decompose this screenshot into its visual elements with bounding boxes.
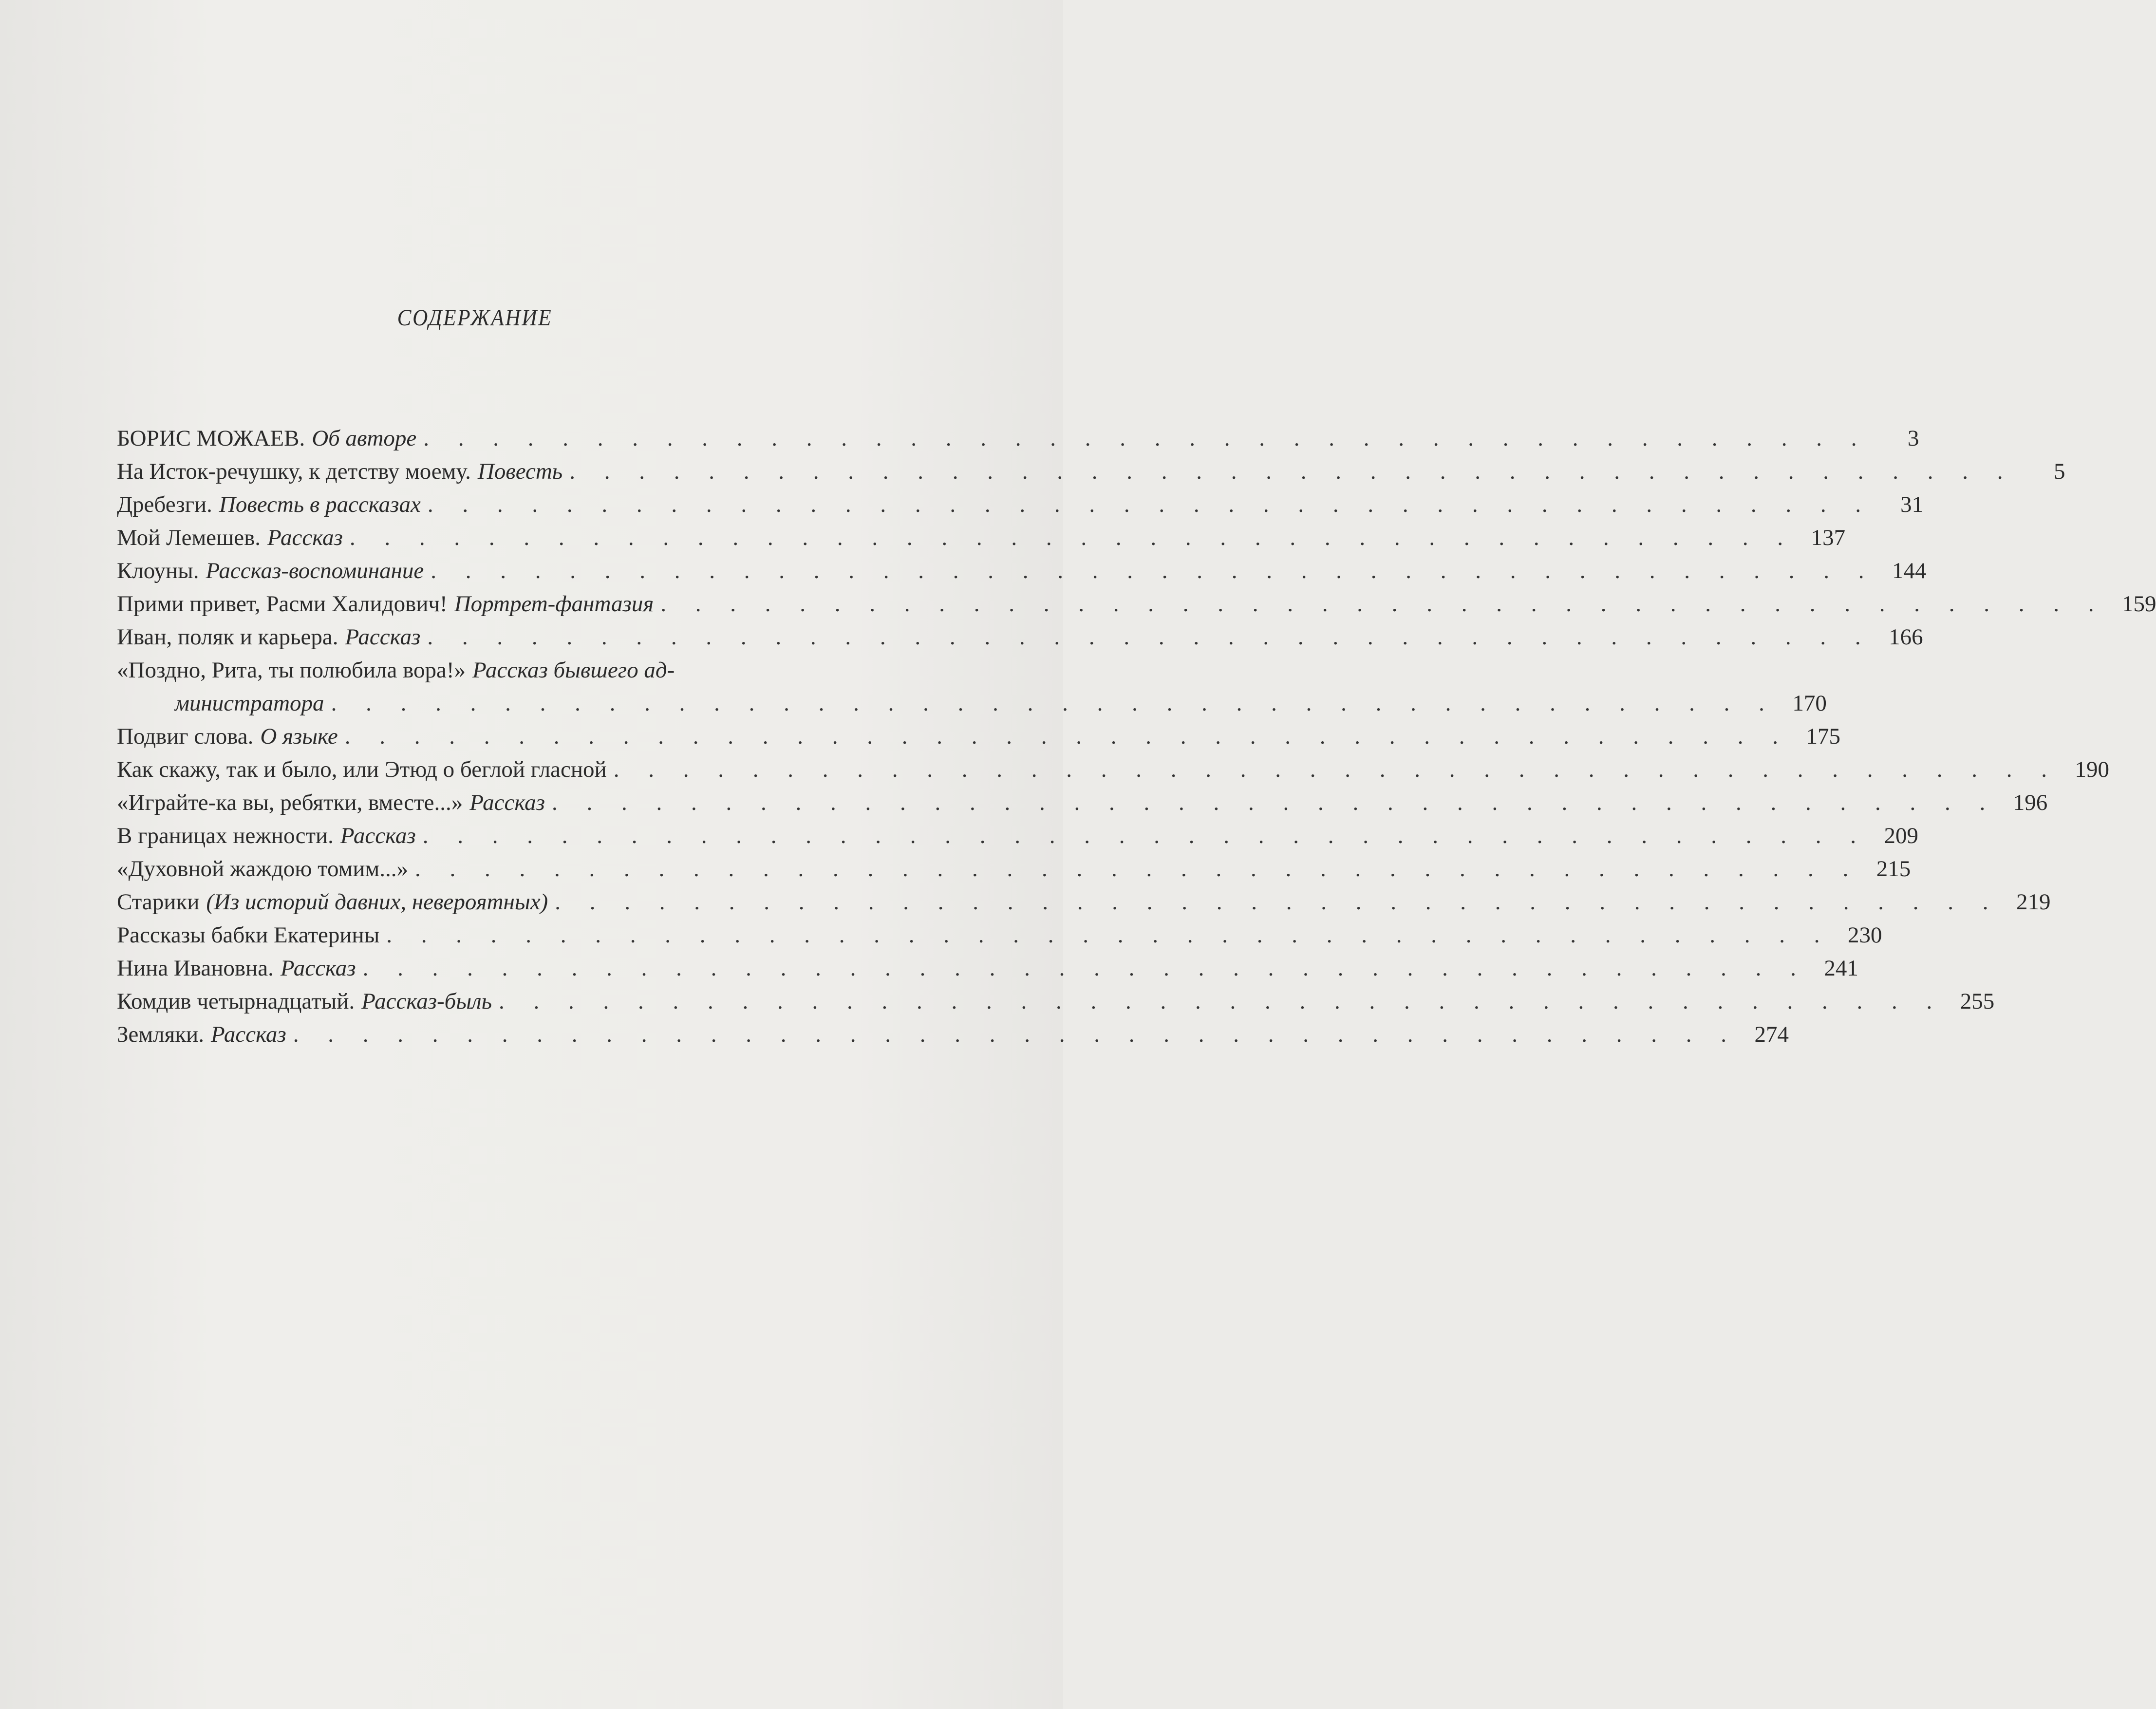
- entry-subtitle: Об авторе: [312, 426, 417, 451]
- entry-subtitle: Рассказ: [267, 525, 343, 550]
- entry-page: 31: [1900, 492, 1924, 517]
- entry-title: Земляки.: [117, 1022, 204, 1047]
- toc-entry: [117, 620, 1923, 654]
- table-of-contents: [117, 422, 2156, 1051]
- entry-title: «Поздно, Рита, ты полюбила вора!»: [117, 657, 466, 683]
- entry-title: Прими привет, Расми Халидович!: [117, 591, 448, 617]
- entry-title: Дребезги.: [117, 492, 212, 517]
- toc-entry: [117, 720, 1841, 753]
- dot-leader: . . . . . . . . . . . . . . . . . . . . . . . . . . . . . . . . . . . . . . . . . .: [660, 591, 2106, 617]
- entry-subtitle: Портрет-фантазия: [454, 591, 654, 617]
- entry-title: Мой Лемешев.: [117, 525, 261, 550]
- toc-entry: [117, 521, 1846, 554]
- entry-page: 5: [2053, 459, 2065, 484]
- entry-page: 230: [1848, 922, 1882, 948]
- entry-subtitle: Рассказ: [469, 790, 545, 815]
- entry-page: 196: [2013, 790, 2048, 815]
- entry-title: Как скажу, так и было, или Этюд о беглой гласной: [117, 757, 607, 782]
- entry-title: В границах нежности.: [117, 823, 334, 848]
- toc-entry: [117, 488, 1924, 521]
- entry-title: Подвиг слова.: [117, 724, 254, 749]
- entry-page: 219: [2016, 889, 2051, 915]
- entry-page: 241: [1824, 956, 1858, 981]
- entry-page: 3: [1908, 426, 1919, 451]
- entry-page: 215: [1876, 856, 1911, 882]
- entry-subtitle: Повесть: [477, 459, 563, 484]
- toc-entry: [117, 455, 2065, 488]
- toc-entry-continuation: [117, 687, 1827, 720]
- toc-entry: [117, 919, 1882, 952]
- dot-leader: . . . . . . . . . . . . . . . . . . . . . . . . . . . . . . . . . . . . . . . . . .: [569, 459, 2015, 484]
- entry-subtitle: Рассказ: [345, 624, 421, 650]
- entry-title: Старики: [117, 889, 200, 915]
- dot-leader: . . . . . . . . . . . . . . . . . . . . . . . . . . . . . . . . . . . . . . . . . .: [431, 558, 1876, 583]
- entry-page: 170: [1792, 691, 1827, 716]
- toc-entry: [117, 654, 843, 687]
- toc-entry: [117, 786, 2048, 819]
- toc-entry: [117, 952, 1858, 985]
- dot-leader: . . . . . . . . . . . . . . . . . . . . . . . . . . . . . . . . . . . . . . . . . .: [362, 956, 1808, 981]
- entry-continuation: министратора: [175, 691, 324, 716]
- entry-page: 137: [1811, 525, 1846, 550]
- entry-subtitle: Повесть в рассказах: [219, 492, 421, 517]
- toc-entry: [117, 753, 2109, 786]
- dot-leader: . . . . . . . . . . . . . . . . . . . . . . . . . . . . . . . . . . . . . . . . . .: [331, 691, 1776, 716]
- dot-leader: . . . . . . . . . . . . . . . . . . . . . . . . . . . . . . . . . . . . . . . . . .: [386, 922, 1832, 948]
- dot-leader: . . . . . . . . . . . . . . . . . . . . . . . . . . . . . . . . . . . . . . . . . .: [427, 624, 1873, 650]
- entry-page: 175: [1806, 724, 1841, 749]
- toc-entry: [117, 422, 1919, 455]
- entry-subtitle: Рассказ-быль: [361, 989, 492, 1014]
- entry-title: На Исток-речушку, к детству моему.: [117, 459, 471, 484]
- toc-entry: [117, 819, 1918, 852]
- dot-leader: . . . . . . . . . . . . . . . . . . . . . . . . . . . . . . . . . . . . . . . . . .: [349, 525, 1795, 550]
- entry-title: Рассказы бабки Екатерины: [117, 922, 380, 948]
- entry-title: Нина Ивановна.: [117, 956, 274, 981]
- entry-subtitle: Рассказ-воспоминание: [206, 558, 424, 583]
- dot-leader: . . . . . . . . . . . . . . . . . . . . . . . . . . . . . . . . . . . . . . . . . .: [293, 1022, 1739, 1047]
- entry-title: «Духовной жаждою томим...»: [117, 856, 409, 882]
- toc-entry: [117, 554, 1927, 587]
- entry-page: 209: [1884, 823, 1918, 848]
- entry-title: Иван, поляк и карьера.: [117, 624, 338, 650]
- entry-subtitle: О языке: [260, 724, 338, 749]
- entry-title: БОРИС МОЖАЕВ.: [117, 426, 305, 451]
- entry-title: Комдив четырнадцатый.: [117, 989, 355, 1014]
- dot-leader: . . . . . . . . . . . . . . . . . . . . . . . . . . . . . . . . . . . . . . . . . .: [499, 989, 1944, 1014]
- entry-page: 166: [1889, 624, 1923, 650]
- entry-subtitle: Рассказ: [210, 1022, 286, 1047]
- toc-entry: [117, 587, 2156, 620]
- entry-page: 190: [2075, 757, 2109, 782]
- dot-leader: . . . . . . . . . . . . . . . . . . . . . . . . . . . . . . . . . . . . . . . . . .: [422, 823, 1868, 848]
- entry-title: «Играйте-ка вы, ребятки, вместе...»: [117, 790, 463, 815]
- toc-entry: [117, 852, 1911, 885]
- dot-leader: . . . . . . . . . . . . . . . . . . . . . . . . . . . . . . . . . . . . . . . . . .: [344, 724, 1790, 749]
- toc-entry: [117, 985, 1995, 1018]
- entry-subtitle: (Из историй давних, невероятных): [206, 889, 548, 915]
- dot-leader: . . . . . . . . . . . . . . . . . . . . . . . . . . . . . . . . . . . . . . . . . .: [555, 889, 2000, 915]
- entry-page: 144: [1892, 558, 1927, 583]
- dot-leader: . . . . . . . . . . . . . . . . . . . . . . . . . . . . . . . . . . . . . . . . . .: [415, 856, 1860, 882]
- entry-title: Клоуны.: [117, 558, 199, 583]
- toc-entry: [117, 1018, 1789, 1051]
- dot-leader: . . . . . . . . . . . . . . . . . . . . . . . . . . . . . . . . . . . . . . . . . .: [613, 757, 2059, 782]
- entry-subtitle: Рассказ: [280, 956, 356, 981]
- dot-leader: . . . . . . . . . . . . . . . . . . . . . . . . . . . . . . . . . . . . . . . . . .: [552, 790, 1997, 815]
- entry-page: 255: [1960, 989, 1995, 1014]
- entry-subtitle: Рассказ: [340, 823, 416, 848]
- entry-subtitle: Рассказ бывшего ад-: [472, 657, 675, 683]
- dot-leader: . . . . . . . . . . . . . . . . . . . . . . . . . . . . . . . . . . . . . . . . . .: [427, 492, 1873, 517]
- entry-page: 274: [1754, 1022, 1789, 1047]
- dot-leader: . . . . . . . . . . . . . . . . . . . . . . . . . . . . . . . . . . . . . . . . . .: [423, 426, 1869, 451]
- entry-page: 159: [2121, 591, 2156, 617]
- toc-entry: [117, 885, 2051, 919]
- page-title: СОДЕРЖАНИЕ: [397, 305, 553, 331]
